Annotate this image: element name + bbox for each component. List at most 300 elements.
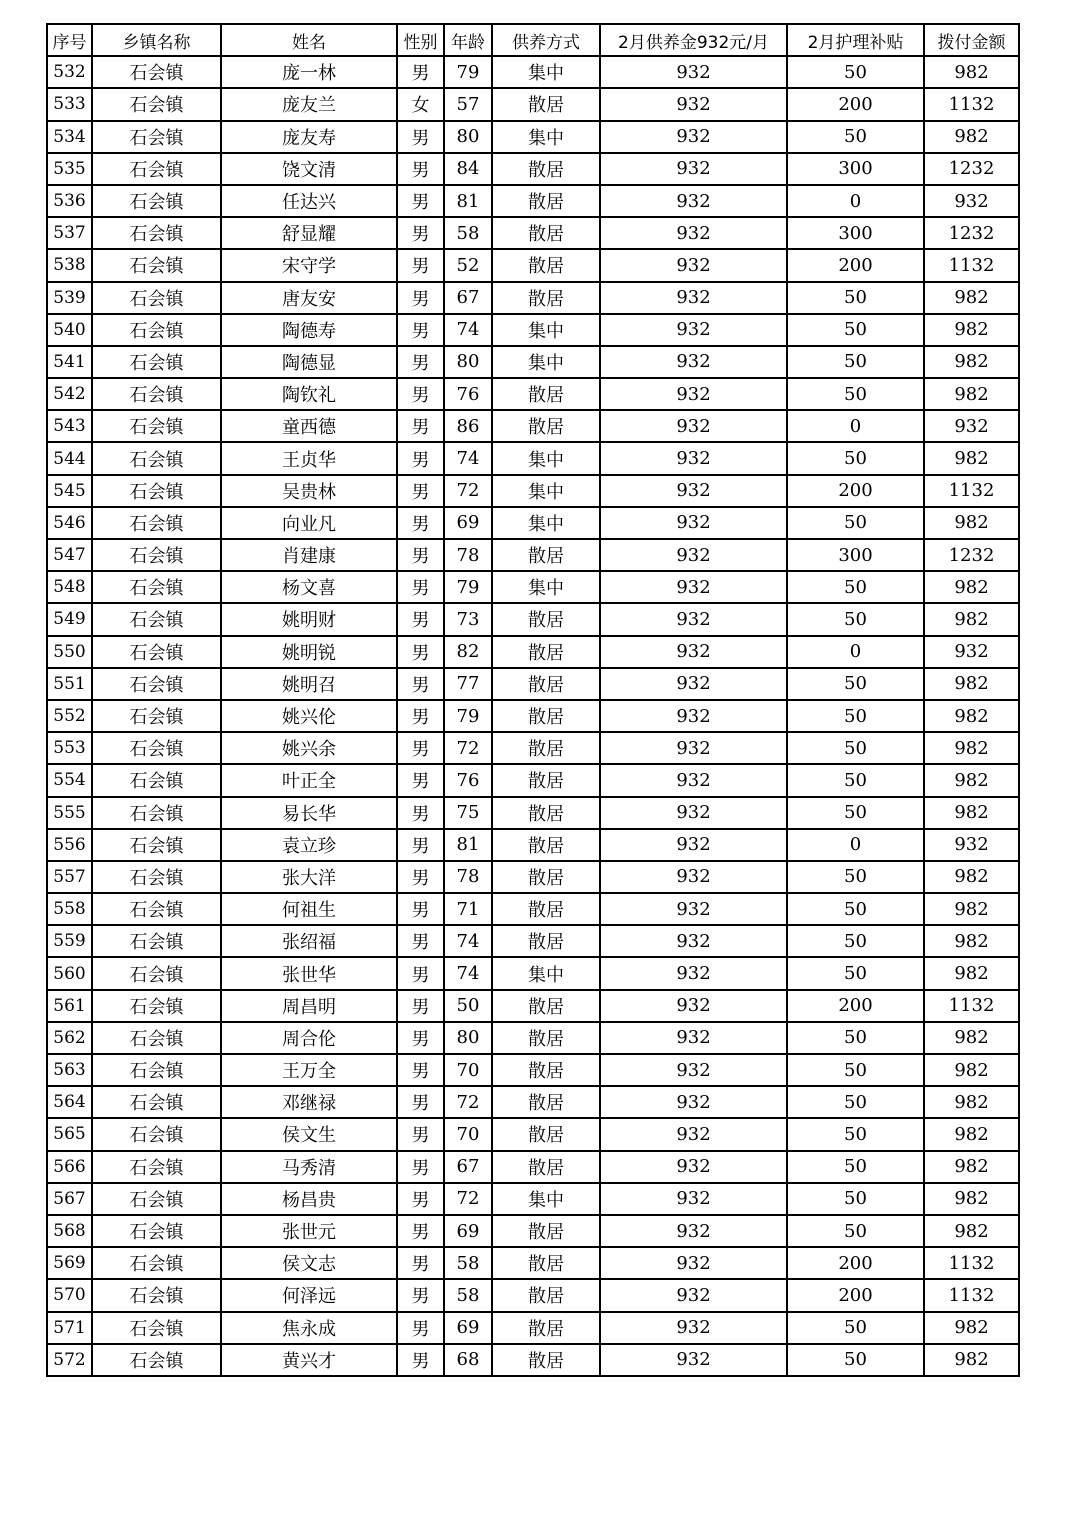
cell-care-subsidy: 0 <box>787 829 924 861</box>
cell-total-amount: 982 <box>924 797 1019 829</box>
cell-support-fund: 932 <box>600 1183 787 1215</box>
table-row <box>47 861 1019 893</box>
cell-support-type: 集中 <box>492 346 600 378</box>
cell-seq: 559 <box>47 925 92 957</box>
table-row <box>47 88 1019 120</box>
table-row <box>47 925 1019 957</box>
cell-gender: 男 <box>397 732 444 764</box>
cell-support-fund: 932 <box>600 217 787 249</box>
cell-total-amount: 1232 <box>924 539 1019 571</box>
cell-age: 70 <box>444 1118 492 1150</box>
cell-support-type: 集中 <box>492 571 600 603</box>
cell-name: 王贞华 <box>221 442 397 474</box>
cell-total-amount: 1132 <box>924 1247 1019 1279</box>
table-row <box>47 668 1019 700</box>
cell-support-type: 散居 <box>492 764 600 796</box>
cell-care-subsidy: 50 <box>787 603 924 635</box>
cell-seq: 569 <box>47 1247 92 1279</box>
cell-town: 石会镇 <box>92 861 221 893</box>
table-row <box>47 1279 1019 1311</box>
table-row <box>47 217 1019 249</box>
cell-care-subsidy: 50 <box>787 764 924 796</box>
cell-support-type: 散居 <box>492 636 600 668</box>
cell-total-amount: 1132 <box>924 475 1019 507</box>
cell-town: 石会镇 <box>92 829 221 861</box>
cell-support-fund: 932 <box>600 507 787 539</box>
cell-care-subsidy: 50 <box>787 732 924 764</box>
cell-age: 80 <box>444 1022 492 1054</box>
table-row <box>47 185 1019 217</box>
cell-seq: 533 <box>47 88 92 120</box>
cell-town: 石会镇 <box>92 1279 221 1311</box>
cell-name: 马秀清 <box>221 1151 397 1183</box>
cell-seq: 554 <box>47 764 92 796</box>
cell-age: 58 <box>444 1247 492 1279</box>
cell-age: 72 <box>444 1183 492 1215</box>
cell-total-amount: 982 <box>924 1183 1019 1215</box>
cell-seq: 532 <box>47 56 92 88</box>
cell-seq: 536 <box>47 185 92 217</box>
cell-seq: 567 <box>47 1183 92 1215</box>
cell-gender: 男 <box>397 603 444 635</box>
cell-town: 石会镇 <box>92 668 221 700</box>
cell-age: 58 <box>444 217 492 249</box>
cell-gender: 男 <box>397 700 444 732</box>
cell-care-subsidy: 0 <box>787 636 924 668</box>
cell-seq: 552 <box>47 700 92 732</box>
cell-age: 84 <box>444 153 492 185</box>
cell-age: 75 <box>444 797 492 829</box>
cell-town: 石会镇 <box>92 1215 221 1247</box>
cell-age: 74 <box>444 957 492 989</box>
cell-care-subsidy: 50 <box>787 1183 924 1215</box>
cell-town: 石会镇 <box>92 990 221 1022</box>
cell-care-subsidy: 50 <box>787 1086 924 1118</box>
cell-support-fund: 932 <box>600 829 787 861</box>
cell-total-amount: 982 <box>924 378 1019 410</box>
cell-total-amount: 982 <box>924 1215 1019 1247</box>
cell-support-type: 散居 <box>492 539 600 571</box>
cell-seq: 537 <box>47 217 92 249</box>
cell-town: 石会镇 <box>92 56 221 88</box>
cell-gender: 男 <box>397 539 444 571</box>
table-row <box>47 797 1019 829</box>
cell-name: 舒显耀 <box>221 217 397 249</box>
table-row <box>47 282 1019 314</box>
cell-total-amount: 982 <box>924 603 1019 635</box>
cell-gender: 男 <box>397 1022 444 1054</box>
cell-care-subsidy: 0 <box>787 410 924 442</box>
cell-support-type: 散居 <box>492 153 600 185</box>
cell-name: 易长华 <box>221 797 397 829</box>
table-row <box>47 121 1019 153</box>
cell-support-fund: 932 <box>600 1151 787 1183</box>
cell-seq: 553 <box>47 732 92 764</box>
cell-town: 石会镇 <box>92 507 221 539</box>
cell-seq: 566 <box>47 1151 92 1183</box>
cell-gender: 男 <box>397 1247 444 1279</box>
cell-support-type: 散居 <box>492 829 600 861</box>
cell-seq: 557 <box>47 861 92 893</box>
cell-name: 吴贵林 <box>221 475 397 507</box>
cell-care-subsidy: 50 <box>787 925 924 957</box>
cell-name: 姚明锐 <box>221 636 397 668</box>
cell-care-subsidy: 50 <box>787 56 924 88</box>
cell-name: 袁立珍 <box>221 829 397 861</box>
cell-name: 任达兴 <box>221 185 397 217</box>
cell-age: 57 <box>444 88 492 120</box>
table-row <box>47 764 1019 796</box>
cell-seq: 563 <box>47 1054 92 1086</box>
cell-care-subsidy: 200 <box>787 990 924 1022</box>
cell-total-amount: 982 <box>924 1054 1019 1086</box>
table-row <box>47 1022 1019 1054</box>
cell-total-amount: 932 <box>924 185 1019 217</box>
cell-total-amount: 982 <box>924 668 1019 700</box>
cell-support-fund: 932 <box>600 282 787 314</box>
cell-seq: 540 <box>47 314 92 346</box>
cell-support-fund: 932 <box>600 1247 787 1279</box>
cell-support-fund: 932 <box>600 797 787 829</box>
cell-seq: 560 <box>47 957 92 989</box>
cell-support-type: 散居 <box>492 1312 600 1344</box>
cell-seq: 542 <box>47 378 92 410</box>
cell-age: 58 <box>444 1279 492 1311</box>
header-gender: 性别 <box>397 24 444 56</box>
cell-name: 张世元 <box>221 1215 397 1247</box>
header-name: 姓名 <box>221 24 397 56</box>
cell-seq: 547 <box>47 539 92 571</box>
cell-support-fund: 932 <box>600 893 787 925</box>
table-row <box>47 346 1019 378</box>
cell-name: 庞一林 <box>221 56 397 88</box>
cell-support-fund: 932 <box>600 732 787 764</box>
cell-town: 石会镇 <box>92 217 221 249</box>
allowance-table <box>46 23 1020 1377</box>
table-row <box>47 410 1019 442</box>
cell-total-amount: 982 <box>924 732 1019 764</box>
cell-seq: 541 <box>47 346 92 378</box>
cell-town: 石会镇 <box>92 603 221 635</box>
cell-total-amount: 1132 <box>924 1279 1019 1311</box>
cell-gender: 男 <box>397 56 444 88</box>
cell-seq: 549 <box>47 603 92 635</box>
cell-name: 周合伦 <box>221 1022 397 1054</box>
cell-total-amount: 1132 <box>924 990 1019 1022</box>
table-row <box>47 507 1019 539</box>
table-row <box>47 378 1019 410</box>
cell-support-fund: 932 <box>600 1118 787 1150</box>
cell-total-amount: 982 <box>924 861 1019 893</box>
cell-care-subsidy: 50 <box>787 797 924 829</box>
cell-support-fund: 932 <box>600 56 787 88</box>
cell-care-subsidy: 300 <box>787 539 924 571</box>
cell-support-fund: 932 <box>600 475 787 507</box>
header-row <box>47 24 1019 56</box>
cell-name: 陶德显 <box>221 346 397 378</box>
cell-total-amount: 982 <box>924 507 1019 539</box>
cell-gender: 男 <box>397 475 444 507</box>
cell-gender: 男 <box>397 829 444 861</box>
cell-care-subsidy: 50 <box>787 893 924 925</box>
cell-age: 73 <box>444 603 492 635</box>
cell-seq: 570 <box>47 1279 92 1311</box>
cell-support-type: 散居 <box>492 185 600 217</box>
cell-town: 石会镇 <box>92 282 221 314</box>
cell-age: 68 <box>444 1344 492 1376</box>
cell-support-type: 集中 <box>492 507 600 539</box>
cell-town: 石会镇 <box>92 475 221 507</box>
cell-support-type: 集中 <box>492 442 600 474</box>
cell-support-type: 散居 <box>492 990 600 1022</box>
cell-gender: 男 <box>397 314 444 346</box>
cell-town: 石会镇 <box>92 732 221 764</box>
cell-total-amount: 982 <box>924 121 1019 153</box>
cell-age: 86 <box>444 410 492 442</box>
cell-name: 姚明召 <box>221 668 397 700</box>
cell-support-type: 集中 <box>492 1183 600 1215</box>
cell-care-subsidy: 50 <box>787 346 924 378</box>
table-row <box>47 732 1019 764</box>
table-row <box>47 957 1019 989</box>
cell-town: 石会镇 <box>92 249 221 281</box>
cell-total-amount: 932 <box>924 410 1019 442</box>
cell-support-fund: 932 <box>600 1312 787 1344</box>
cell-name: 宋守学 <box>221 249 397 281</box>
cell-support-type: 散居 <box>492 668 600 700</box>
cell-name: 庞友兰 <box>221 88 397 120</box>
cell-total-amount: 982 <box>924 346 1019 378</box>
cell-seq: 551 <box>47 668 92 700</box>
table-row <box>47 990 1019 1022</box>
header-town: 乡镇名称 <box>92 24 221 56</box>
cell-seq: 561 <box>47 990 92 1022</box>
cell-age: 67 <box>444 1151 492 1183</box>
cell-town: 石会镇 <box>92 1247 221 1279</box>
cell-age: 74 <box>444 925 492 957</box>
header-total-amount: 拨付金额 <box>924 24 1019 56</box>
cell-gender: 男 <box>397 893 444 925</box>
cell-support-fund: 932 <box>600 925 787 957</box>
cell-support-fund: 932 <box>600 668 787 700</box>
table-row <box>47 475 1019 507</box>
cell-care-subsidy: 50 <box>787 1118 924 1150</box>
cell-town: 石会镇 <box>92 797 221 829</box>
cell-care-subsidy: 200 <box>787 475 924 507</box>
cell-care-subsidy: 300 <box>787 153 924 185</box>
cell-care-subsidy: 200 <box>787 88 924 120</box>
cell-support-fund: 932 <box>600 410 787 442</box>
cell-support-type: 散居 <box>492 1215 600 1247</box>
cell-gender: 男 <box>397 282 444 314</box>
table-row <box>47 700 1019 732</box>
cell-name: 何祖生 <box>221 893 397 925</box>
cell-care-subsidy: 0 <box>787 185 924 217</box>
cell-name: 张大洋 <box>221 861 397 893</box>
cell-age: 79 <box>444 571 492 603</box>
cell-name: 焦永成 <box>221 1312 397 1344</box>
cell-support-fund: 932 <box>600 539 787 571</box>
cell-support-fund: 932 <box>600 249 787 281</box>
cell-total-amount: 982 <box>924 56 1019 88</box>
cell-seq: 564 <box>47 1086 92 1118</box>
cell-total-amount: 982 <box>924 442 1019 474</box>
cell-town: 石会镇 <box>92 442 221 474</box>
cell-gender: 男 <box>397 1215 444 1247</box>
cell-gender: 男 <box>397 861 444 893</box>
cell-care-subsidy: 50 <box>787 282 924 314</box>
cell-age: 81 <box>444 185 492 217</box>
table-row <box>47 1312 1019 1344</box>
cell-seq: 544 <box>47 442 92 474</box>
cell-care-subsidy: 50 <box>787 314 924 346</box>
table-row <box>47 153 1019 185</box>
cell-name: 侯文生 <box>221 1118 397 1150</box>
cell-gender: 男 <box>397 1344 444 1376</box>
cell-total-amount: 1132 <box>924 249 1019 281</box>
cell-care-subsidy: 50 <box>787 121 924 153</box>
cell-care-subsidy: 50 <box>787 378 924 410</box>
cell-age: 74 <box>444 314 492 346</box>
cell-total-amount: 982 <box>924 571 1019 603</box>
cell-town: 石会镇 <box>92 1312 221 1344</box>
cell-gender: 男 <box>397 442 444 474</box>
cell-age: 78 <box>444 539 492 571</box>
cell-seq: 550 <box>47 636 92 668</box>
cell-name: 庞友寿 <box>221 121 397 153</box>
cell-town: 石会镇 <box>92 1183 221 1215</box>
cell-gender: 男 <box>397 1279 444 1311</box>
cell-seq: 562 <box>47 1022 92 1054</box>
cell-age: 79 <box>444 56 492 88</box>
cell-total-amount: 1132 <box>924 88 1019 120</box>
cell-age: 69 <box>444 1215 492 1247</box>
cell-support-type: 散居 <box>492 217 600 249</box>
cell-total-amount: 982 <box>924 1312 1019 1344</box>
cell-support-fund: 932 <box>600 442 787 474</box>
cell-gender: 男 <box>397 507 444 539</box>
table-row <box>47 1151 1019 1183</box>
cell-town: 石会镇 <box>92 636 221 668</box>
cell-town: 石会镇 <box>92 314 221 346</box>
cell-seq: 545 <box>47 475 92 507</box>
cell-age: 76 <box>444 764 492 796</box>
table-row <box>47 1054 1019 1086</box>
cell-gender: 男 <box>397 1183 444 1215</box>
cell-total-amount: 1232 <box>924 217 1019 249</box>
table-row <box>47 1118 1019 1150</box>
table-row <box>47 1215 1019 1247</box>
cell-support-fund: 932 <box>600 861 787 893</box>
table-row <box>47 603 1019 635</box>
cell-gender: 男 <box>397 1151 444 1183</box>
cell-total-amount: 982 <box>924 1118 1019 1150</box>
cell-name: 侯文志 <box>221 1247 397 1279</box>
cell-age: 79 <box>444 700 492 732</box>
cell-gender: 男 <box>397 378 444 410</box>
cell-support-type: 散居 <box>492 1054 600 1086</box>
cell-name: 杨昌贵 <box>221 1183 397 1215</box>
cell-support-type: 散居 <box>492 282 600 314</box>
cell-gender: 男 <box>397 797 444 829</box>
cell-age: 81 <box>444 829 492 861</box>
cell-support-type: 散居 <box>492 1247 600 1279</box>
cell-gender: 男 <box>397 571 444 603</box>
cell-town: 石会镇 <box>92 121 221 153</box>
cell-gender: 男 <box>397 668 444 700</box>
cell-town: 石会镇 <box>92 378 221 410</box>
cell-support-fund: 932 <box>600 571 787 603</box>
cell-gender: 男 <box>397 1086 444 1118</box>
cell-age: 82 <box>444 636 492 668</box>
cell-name: 肖建康 <box>221 539 397 571</box>
cell-gender: 男 <box>397 636 444 668</box>
header-support-fund: 2月供养金932元/月 <box>600 24 787 56</box>
table-row <box>47 1247 1019 1279</box>
cell-support-fund: 932 <box>600 1215 787 1247</box>
cell-care-subsidy: 50 <box>787 700 924 732</box>
cell-care-subsidy: 50 <box>787 957 924 989</box>
header-seq: 序号 <box>47 24 92 56</box>
table-row <box>47 636 1019 668</box>
cell-town: 石会镇 <box>92 346 221 378</box>
cell-age: 72 <box>444 1086 492 1118</box>
cell-name: 向业凡 <box>221 507 397 539</box>
cell-support-type: 散居 <box>492 1118 600 1150</box>
cell-gender: 男 <box>397 957 444 989</box>
cell-support-fund: 932 <box>600 1344 787 1376</box>
cell-care-subsidy: 300 <box>787 217 924 249</box>
cell-support-fund: 932 <box>600 700 787 732</box>
table-row <box>47 539 1019 571</box>
cell-total-amount: 982 <box>924 314 1019 346</box>
cell-name: 杨文喜 <box>221 571 397 603</box>
cell-support-type: 散居 <box>492 893 600 925</box>
cell-support-type: 集中 <box>492 121 600 153</box>
cell-seq: 548 <box>47 571 92 603</box>
cell-support-type: 散居 <box>492 925 600 957</box>
cell-support-type: 散居 <box>492 1022 600 1054</box>
table-row <box>47 893 1019 925</box>
cell-total-amount: 982 <box>924 282 1019 314</box>
cell-age: 77 <box>444 668 492 700</box>
cell-total-amount: 932 <box>924 636 1019 668</box>
cell-name: 姚兴余 <box>221 732 397 764</box>
cell-support-type: 散居 <box>492 797 600 829</box>
table-row <box>47 829 1019 861</box>
cell-care-subsidy: 50 <box>787 1151 924 1183</box>
cell-town: 石会镇 <box>92 1022 221 1054</box>
cell-town: 石会镇 <box>92 1118 221 1150</box>
cell-town: 石会镇 <box>92 88 221 120</box>
cell-seq: 546 <box>47 507 92 539</box>
table-row <box>47 1183 1019 1215</box>
cell-support-fund: 932 <box>600 764 787 796</box>
cell-support-fund: 932 <box>600 957 787 989</box>
cell-seq: 568 <box>47 1215 92 1247</box>
cell-gender: 男 <box>397 185 444 217</box>
cell-gender: 男 <box>397 764 444 796</box>
cell-gender: 男 <box>397 153 444 185</box>
cell-town: 石会镇 <box>92 185 221 217</box>
table-row <box>47 1086 1019 1118</box>
cell-gender: 女 <box>397 88 444 120</box>
cell-town: 石会镇 <box>92 1344 221 1376</box>
table-row <box>47 442 1019 474</box>
cell-care-subsidy: 50 <box>787 1344 924 1376</box>
cell-support-type: 散居 <box>492 700 600 732</box>
cell-name: 何泽远 <box>221 1279 397 1311</box>
